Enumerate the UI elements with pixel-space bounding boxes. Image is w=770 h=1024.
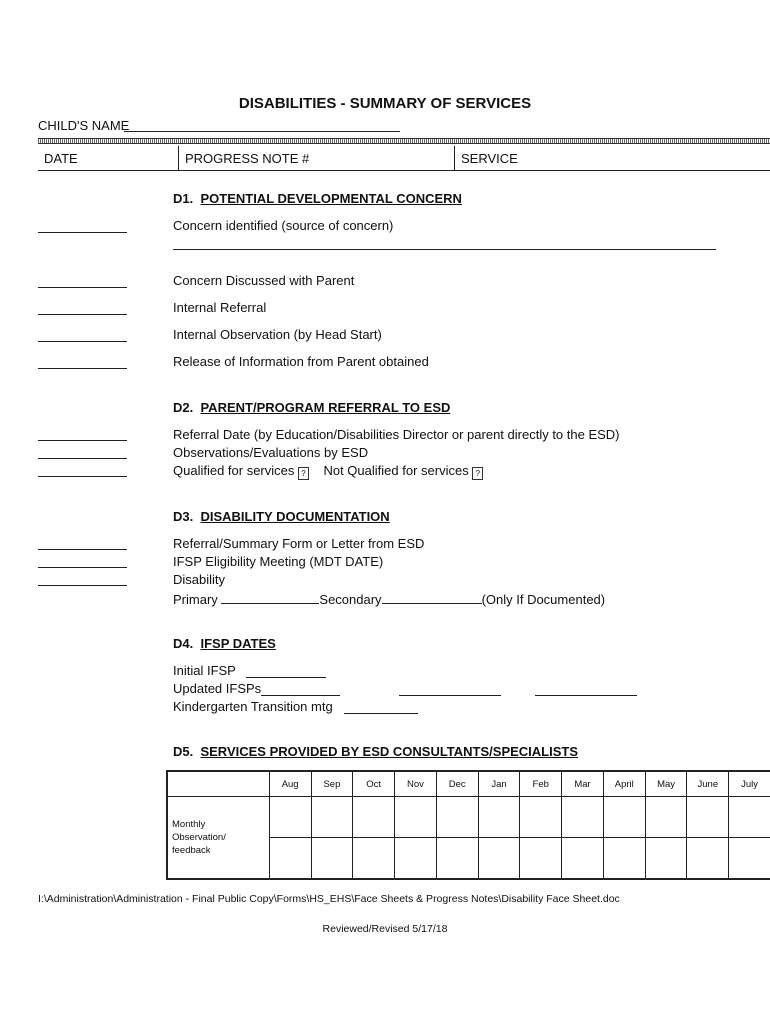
entry-cell[interactable] [687,838,729,880]
month-header: Feb [520,771,562,797]
d3-item-referral-form: Referral/Summary Form or Letter from ESD [173,536,425,551]
month-header: Sep [311,771,353,797]
primary-label: Primary [173,592,218,607]
page-title: DISABILITIES - SUMMARY OF SERVICES [238,95,532,112]
entry-cell[interactable] [729,838,770,880]
date-line[interactable] [38,549,127,550]
childs-name-field[interactable] [124,131,400,132]
d2-heading [173,400,450,415]
entry-cell[interactable] [269,838,311,880]
header-date: DATE [44,151,78,166]
d1-heading-number: D1. [173,191,194,206]
month-header: April [603,771,645,797]
date-line[interactable] [38,585,127,586]
entry-cell[interactable] [353,838,395,880]
qualified-label: Qualified for services [173,463,295,478]
d2-item-observations: Observations/Evaluations by ESD [173,445,369,460]
primary-field[interactable] [221,590,319,604]
d1-heading-text: POTENTIAL DEVELOPMENTAL CONCERN [200,191,462,206]
table-row [167,797,770,838]
entry-cell[interactable] [729,797,770,838]
d3-heading [173,509,390,524]
row-label-line: Observation/ [172,832,226,843]
d3-heading-number: D3. [173,509,194,524]
updated-ifsp-field-3[interactable] [535,695,637,696]
d1-item-internal-observation: Internal Observation (by Head Start) [173,327,382,342]
d1-item-release: Release of Information from Parent obtained [173,354,429,369]
entry-cell[interactable] [520,797,562,838]
updated-ifsp-field-2[interactable] [399,695,501,696]
d3-item-ifsp-meeting: IFSP Eligibility Meeting (MDT DATE) [173,554,384,569]
d1-item-internal-referral: Internal Referral [173,300,267,315]
divider [38,138,770,144]
entry-cell[interactable] [311,838,353,880]
not-qualified-checkbox[interactable]: ? [472,467,483,480]
childs-name-label: CHILD'S NAME [38,118,130,133]
only-if-documented-note: (Only If Documented) [481,592,606,607]
month-header: Dec [436,771,478,797]
date-line[interactable] [38,341,127,342]
month-header: Aug [269,771,311,797]
month-header: July [729,771,770,797]
initial-ifsp-field[interactable] [246,677,326,678]
entry-cell[interactable] [269,797,311,838]
month-header: Mar [562,771,604,797]
row-label-monthly-observation [167,797,269,880]
d4-heading-number: D4. [173,636,194,651]
entry-cell[interactable] [645,838,687,880]
d2-heading-number: D2. [173,400,194,415]
kindergarten-transition-label: Kindergarten Transition mtg [173,699,333,714]
d3-primary-secondary-row [173,590,605,607]
entry-cell[interactable] [562,838,604,880]
revision-date: Reviewed/Revised 5/17/18 [322,923,448,935]
file-path-footer: I:\Administration\Administration - Final Public Copy\Forms\HS_EHS\Face Sheets & Progress Notes\Disability Face Sheet.doc [38,893,620,905]
month-header: Oct [353,771,395,797]
secondary-label: Secondary [319,592,382,607]
d5-heading-text: SERVICES PROVIDED BY ESD CONSULTANTS/SPECIALISTS [200,744,579,759]
date-line[interactable] [38,314,127,315]
entry-cell[interactable] [353,797,395,838]
date-line[interactable] [38,287,127,288]
entry-cell[interactable] [645,797,687,838]
entry-cell[interactable] [687,797,729,838]
entry-cell[interactable] [436,797,478,838]
qualified-checkbox[interactable]: ? [298,467,309,480]
d2-heading-text: PARENT/PROGRAM REFERRAL TO ESD [200,400,451,415]
entry-cell[interactable] [395,797,437,838]
d2-item-referral-date: Referral Date (by Education/Disabilities Director or parent directly to the ESD) [173,427,620,442]
month-header: May [645,771,687,797]
secondary-field[interactable] [382,590,482,604]
table-header-row [167,771,770,797]
updated-ifsps-label: Updated IFSPs [173,681,262,696]
d4-heading [173,636,276,651]
date-line[interactable] [38,458,127,459]
d5-heading [173,744,578,759]
entry-cell[interactable] [520,838,562,880]
d2-qualified-row [173,463,483,480]
updated-ifsp-field-1[interactable] [261,695,340,696]
date-line[interactable] [38,368,127,369]
entry-cell[interactable] [478,838,520,880]
services-table [166,770,770,880]
d1-heading [173,191,462,206]
d3-heading-text: DISABILITY DOCUMENTATION [200,509,390,524]
date-line[interactable] [38,476,127,477]
d4-heading-text: IFSP DATES [200,636,276,651]
date-line[interactable] [38,567,127,568]
month-header: Jan [478,771,520,797]
month-header: June [687,771,729,797]
d1-item-concern-identified: Concern identified (source of concern) [173,218,394,233]
entry-cell[interactable] [478,797,520,838]
initial-ifsp-label: Initial IFSP [173,663,236,678]
date-line[interactable] [38,440,127,441]
row-label-line: Monthly [172,819,206,830]
date-line[interactable] [38,232,127,233]
entry-cell[interactable] [395,838,437,880]
entry-cell[interactable] [603,838,645,880]
header-progress-note: PROGRESS NOTE # [178,146,454,170]
kindergarten-transition-field[interactable] [344,713,418,714]
header-row [38,146,770,171]
d3-item-disability: Disability [173,572,226,587]
concern-source-field[interactable] [173,249,716,250]
header-service: SERVICE [454,146,770,170]
month-header: Nov [395,771,437,797]
row-label-line: feedback [172,845,211,856]
entry-cell[interactable] [311,797,353,838]
table-corner-cell [167,771,269,797]
entry-cell[interactable] [562,797,604,838]
d1-item-discussed: Concern Discussed with Parent [173,273,355,288]
entry-cell[interactable] [603,797,645,838]
entry-cell[interactable] [436,838,478,880]
d5-heading-number: D5. [173,744,194,759]
not-qualified-label: Not Qualified for services [323,463,469,478]
